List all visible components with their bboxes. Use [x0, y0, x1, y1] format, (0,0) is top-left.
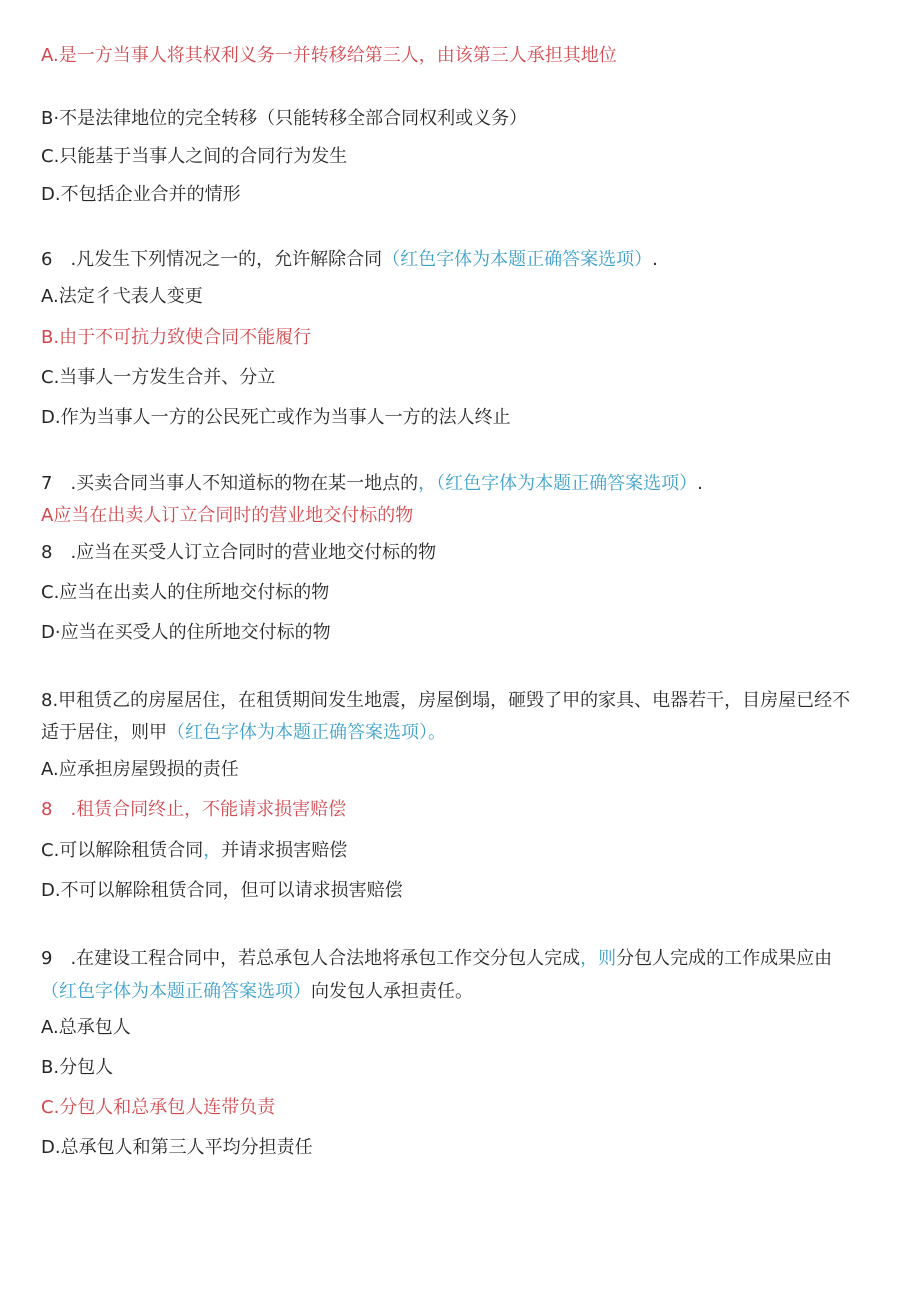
q8-option-a: A.应承担房屋毁损的责任: [41, 759, 239, 780]
q9-stem-line1: [41, 943, 832, 975]
q5-option-b: B·不是法律地位的完全转移（只能转移全部合同权利或义务）: [41, 108, 528, 129]
q6-option-a: A.法定彳弋表人变更: [41, 286, 203, 307]
q6-option-d: D.作为当事人一方的公民死亡或作为当事人一方的法人终止: [41, 407, 511, 428]
q8-stem-line1: 8.甲租赁乙的房屋居住，在租赁期间发生地震，房屋倒塌，砸毁了甲的家具、电器若干，目房屋已经不: [41, 690, 851, 711]
q6-option-b-correct: B.由于不可抗力致使合同不能履行: [41, 327, 312, 348]
q8-option-c-part2: 并请求损害赔偿: [221, 840, 348, 861]
q7-option-b: 8 .应当在买受人订立合同时的营业地交付标的物: [41, 542, 437, 563]
q9-stem-text: 9 .在建设工程合同中，若总承包人合法地将承包工作交分包人完成: [41, 948, 581, 969]
q6-stem-end: .: [652, 249, 658, 270]
q6-answer-hint: （红色字体为本题正确答案选项）: [382, 249, 653, 270]
q7-stem-text: 7 .买卖合同当事人不知道标的物在某一地点的: [41, 473, 419, 494]
q7-stem-end: .: [697, 473, 703, 494]
q9-stem-then: ，则: [580, 948, 617, 969]
q7-answer-hint: ，（红色字体为本题正确答案选项）: [418, 473, 698, 494]
q9-stem-text-end: 分包人完成的工作成果应由: [616, 948, 833, 969]
q5-option-a-correct: A.是一方当事人将其权利义务一并转移给第三人，由该第三人承担其地位: [41, 45, 617, 66]
q8-stem-line2: [41, 717, 446, 749]
q9-stem-line2-end: 向发包人承担责任。: [311, 981, 473, 1002]
q9-option-c-correct: C.分包人和总承包人连带负责: [41, 1097, 276, 1118]
q8-option-b-correct: 8 .租赁合同终止，不能请求损害赔偿: [41, 799, 347, 820]
q9-option-d: D.总承包人和第三人平均分担责任: [41, 1137, 313, 1158]
q8-option-c-part1: C.可以解除租赁合同: [41, 840, 204, 861]
q7-stem: [41, 468, 703, 500]
q6-stem-text: 6 .凡发生下列情况之一的，允许解除合同: [41, 249, 383, 270]
q8-stem-end: 。: [428, 722, 446, 743]
q8-option-c-comma: ，: [203, 840, 222, 861]
q7-option-a-correct: A应当在出卖人订立合同时的营业地交付标的物: [41, 505, 414, 526]
q5-option-d: D.不包括企业合并的情形: [41, 184, 241, 205]
q9-answer-hint: （红色字体为本题正确答案选项）: [41, 981, 311, 1002]
q8-stem-text: 适于居住，则甲: [41, 722, 167, 743]
q5-option-c: C.只能基于当事人之间的合同行为发生: [41, 146, 348, 167]
q9-stem-line2: [41, 976, 473, 1008]
q6-stem: [41, 244, 658, 276]
q9-option-a: A.总承包人: [41, 1017, 131, 1038]
q8-option-d: D.不可以解除租赁合同，但可以请求损害赔偿: [41, 880, 403, 901]
q6-option-c: C.当事人一方发生合并、分立: [41, 367, 276, 388]
q7-option-d: D·应当在买受人的住所地交付标的物: [41, 622, 331, 643]
q7-option-c: C.应当在出卖人的住所地交付标的物: [41, 582, 330, 603]
q8-answer-hint: （红色字体为本题正确答案选项）: [167, 722, 428, 743]
q8-option-c: [41, 835, 347, 867]
q9-option-b: B.分包人: [41, 1057, 114, 1078]
